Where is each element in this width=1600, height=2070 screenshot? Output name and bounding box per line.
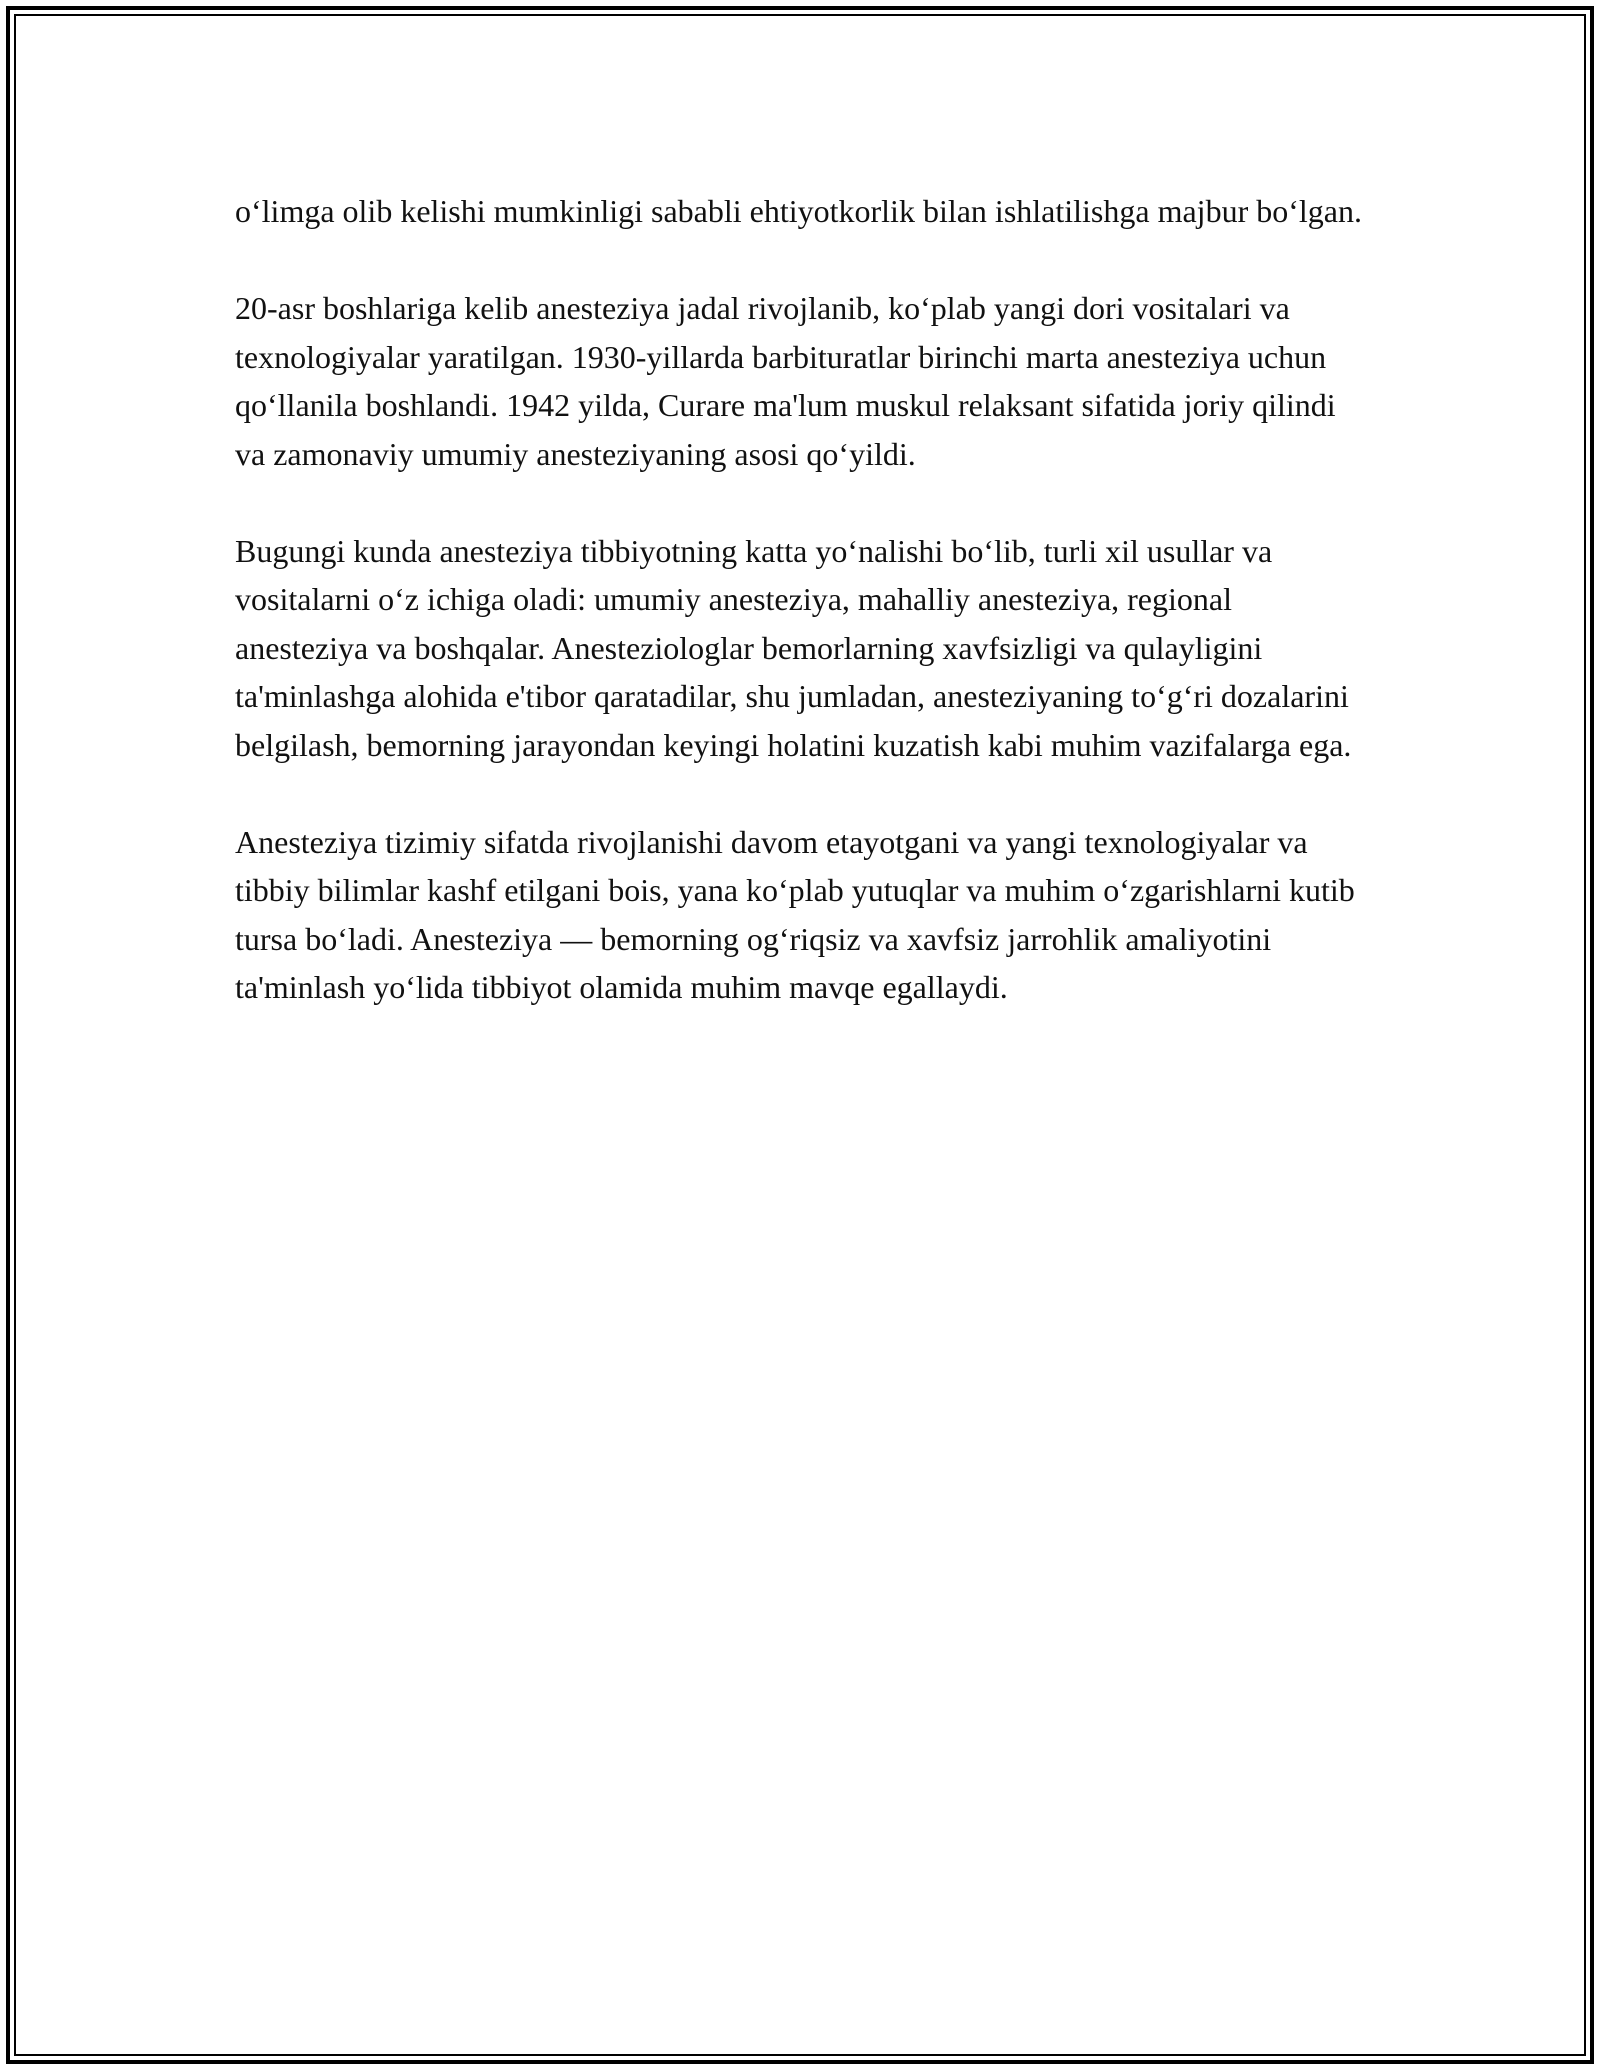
paragraph-4: Anesteziya tizimiy sifatda rivojlanishi davom etayotgani va yangi texnologiyalar va tibbiy bilimlar kashf etilgani bois, yana ko‘plab yutuqlar va muhim o‘zgarishlarni kutib tursa bo‘ladi. Anesteziya — bemorning og‘riqsiz va xavfsiz jarrohlik amaliyotini ta'minlash yo‘lida tibbiyot olamida muhim mavqe egallaydi. <box>235 823 1355 1005</box>
paragraph-2: 20-asr boshlariga kelib anesteziya jadal rivojlanib, ko‘plab yangi dori vositalari va texnologiyalar yaratilgan. 1930-yillarda barbituratlar birinchi marta anesteziya uchun qo‘llanila boshlandi. 1942 yilda, Curare ma'lum muskul relaksant sifatida joriy qilindi va zamonaviy umumiy anesteziyaning asosi qo‘yildi. <box>235 290 1336 472</box>
paragraph-1: o‘limga olib kelishi mumkinligi sababli ehtiyotkorlik bilan ishlatilishga majbur bo‘lgan. <box>235 193 1362 229</box>
document-body <box>235 187 1365 1012</box>
paragraph-3: Bugungi kunda anesteziya tibbiyotning katta yo‘nalishi bo‘lib, turli xil usullar va vositalarni o‘z ichiga oladi: umumiy anesteziya, mahalliy anesteziya, regional anesteziya va boshqalar. Anesteziologlar bemorlarning xavfsizligi va qulayligini ta'minlashga alohida e'tibor qaratadilar, shu jumladan, anesteziyaning to‘g‘ri dozalarini belgilash, bemorning jarayondan keyingi holatini kuzatish kabi muhim vazifalarga ega. <box>235 532 1352 763</box>
